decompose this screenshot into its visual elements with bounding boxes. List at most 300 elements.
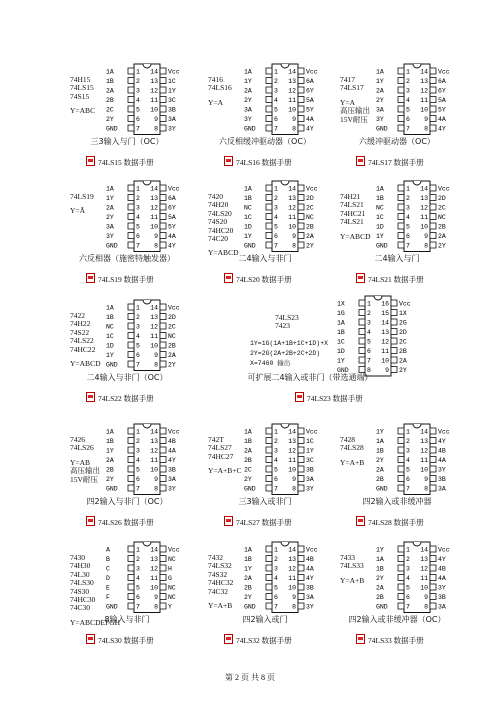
pin-pad: [160, 185, 166, 191]
pin-label: 4Y: [306, 125, 314, 133]
datasheet-link-text: 74LS23 数据手册: [307, 394, 363, 403]
pin-number: 1: [136, 546, 140, 554]
pin-number: 3: [136, 447, 140, 455]
pin-pad: [128, 584, 134, 590]
pin-number: 1: [274, 428, 278, 436]
pin-pad: [398, 447, 404, 453]
pin-label: 5A: [168, 213, 176, 221]
datasheet-link-text: 74LS19 数据手册: [98, 275, 154, 284]
pin-number: 5: [274, 466, 278, 474]
pin-label: 4A: [306, 565, 314, 573]
pin-label: 6Y: [168, 204, 176, 212]
datasheet-link-text: 74LS27 数据手册: [236, 518, 292, 527]
pin-label: NC: [168, 584, 176, 592]
pin-label: 1A: [376, 185, 384, 193]
pin-number: 14: [420, 68, 428, 76]
pin-number: 14: [150, 428, 158, 436]
ic-pinout: [374, 62, 464, 137]
pin-number: 3: [406, 87, 410, 95]
datasheet-link[interactable]: [86, 633, 154, 646]
pin-label: GND: [106, 603, 118, 611]
pin-pad: [298, 106, 304, 112]
pin-label: 2G: [399, 319, 407, 327]
ic-pinout: [242, 540, 332, 615]
pin-label: 1D: [376, 223, 384, 231]
pin-pad: [430, 233, 436, 239]
pin-pad: [391, 348, 397, 354]
pin-number: 11: [288, 574, 296, 582]
logic-function: Y=AB 高压输出 15V耐压: [70, 457, 100, 484]
pin-label: 2A: [106, 87, 114, 95]
pdf-icon: [356, 156, 365, 166]
pin-label: 1B: [244, 437, 252, 445]
pin-number: 8: [424, 242, 428, 250]
pin-pad: [298, 242, 304, 248]
pin-number: 5: [406, 106, 410, 114]
pin-number: 9: [154, 351, 158, 359]
pin-pad: [160, 214, 166, 220]
part-numbers: 74LS19: [70, 192, 94, 201]
pin-pad: [398, 78, 404, 84]
pin-label: 4A: [306, 115, 314, 123]
pin-number: 4: [274, 574, 278, 582]
pin-label: 2B: [376, 593, 384, 601]
pin-pad: [160, 204, 166, 210]
pin-label: 3Y: [306, 485, 314, 493]
pin-label: 3A: [168, 475, 176, 483]
pin-label: GND: [244, 485, 256, 493]
part-numbers: 7430 74H30 74L30 74LS30 74S30 74HC30 74C30: [70, 553, 96, 613]
pin-pad: [430, 223, 436, 229]
pin-label: 2B: [106, 466, 114, 474]
pin-number: 14: [150, 304, 158, 312]
pin-pad: [128, 323, 134, 329]
pin-number: 2: [136, 194, 140, 202]
pin-pad: [298, 116, 304, 122]
pin-label: 2A: [106, 456, 114, 464]
pin-label: 1C: [106, 332, 114, 340]
chip-caption: 四2输入或门: [242, 615, 288, 624]
pdf-icon: [86, 156, 95, 166]
pin-number: 12: [420, 87, 428, 95]
pin-pad: [430, 575, 436, 581]
chip-caption: 六缓冲驱动器（OC）: [359, 137, 435, 146]
pin-pad: [266, 68, 272, 74]
pin-number: 2: [136, 555, 140, 563]
pin-label: 2Y: [399, 366, 407, 374]
pin-pad: [128, 565, 134, 571]
pin-label: 2A: [244, 447, 252, 455]
pin-number: 4: [136, 96, 140, 104]
pin-pad: [430, 242, 436, 248]
pin-label: GND: [244, 125, 256, 133]
pin-label: 1Y: [106, 351, 114, 359]
part-numbers: 7428 74LS28: [340, 435, 364, 453]
pin-label: 1Y: [244, 565, 252, 573]
pin-label: 3Y: [306, 603, 314, 611]
pin-label: 1D: [337, 347, 345, 355]
pin-pad: [160, 565, 166, 571]
pin-pad: [391, 329, 397, 335]
pin-label: H: [168, 565, 172, 573]
pin-label: Vcc: [438, 428, 450, 436]
pin-number: 7: [136, 485, 140, 493]
pin-number: 5: [406, 584, 410, 592]
pin-number: 13: [288, 437, 296, 445]
pin-pad: [398, 476, 404, 482]
pin-number: 7: [367, 357, 371, 365]
pin-pad: [160, 466, 166, 472]
pin-label: 1A: [244, 428, 252, 436]
pin-number: 2: [136, 77, 140, 85]
pin-label: 1A: [106, 304, 114, 312]
pin-number: 2: [274, 194, 278, 202]
pin-number: 13: [420, 555, 428, 563]
pin-label: 2C: [106, 106, 114, 114]
pin-pad: [128, 457, 134, 463]
pin-number: 9: [292, 115, 296, 123]
part-numbers: 7416 74LS16: [208, 75, 232, 93]
pin-label: 1Y: [337, 357, 345, 365]
datasheet-link[interactable]: [224, 515, 292, 528]
datasheet-link[interactable]: [356, 272, 424, 285]
pin-number: 2: [136, 313, 140, 321]
pin-pad: [398, 584, 404, 590]
pin-label: 1B: [106, 437, 114, 445]
pin-number: 6: [406, 115, 410, 123]
pin-pad: [298, 223, 304, 229]
pin-label: 2B: [399, 347, 407, 355]
pin-label: C: [106, 565, 110, 573]
logic-function: Y=A+B: [340, 575, 365, 585]
pin-number: 12: [150, 87, 158, 95]
pin-pad: [391, 357, 397, 363]
pin-pad: [128, 233, 134, 239]
pin-number: 5: [136, 342, 140, 350]
datasheet-link[interactable]: [295, 391, 363, 404]
logic-function: Y=ABCD: [70, 359, 101, 368]
pin-pad: [398, 214, 404, 220]
pin-number: 13: [420, 77, 428, 85]
pin-pad: [398, 204, 404, 210]
pin-pad: [266, 476, 272, 482]
pin-label: 3A: [306, 593, 314, 601]
pin-number: 6: [136, 475, 140, 483]
pin-pad: [266, 106, 272, 112]
pin-label: 3A: [244, 106, 252, 114]
pin-number: 14: [150, 546, 158, 554]
datasheet-link-text: 74LS32 数据手册: [236, 636, 292, 645]
pin-number: 2: [406, 437, 410, 445]
pin-label: 3A: [106, 223, 114, 231]
pin-number: 8: [424, 125, 428, 133]
datasheet-link[interactable]: [224, 633, 292, 646]
pin-label: 4Y: [438, 125, 446, 133]
pin-pad: [298, 603, 304, 609]
chip-caption: 二4输入与非门: [238, 254, 292, 263]
pin-number: 11: [420, 96, 428, 104]
pin-label: 4A: [438, 115, 446, 123]
pin-pad: [298, 214, 304, 220]
pin-number: 6: [406, 232, 410, 240]
pin-pad: [266, 584, 272, 590]
pin-pad: [266, 195, 272, 201]
pin-pad: [430, 195, 436, 201]
pin-label: 2B: [244, 584, 252, 592]
pin-pad: [430, 457, 436, 463]
pin-pad: [160, 223, 166, 229]
chip-caption: 二4输入与门: [374, 254, 420, 263]
pin-label: 2Y: [376, 456, 384, 464]
pin-number: 1: [274, 185, 278, 193]
logic-function: Y=ABCDEFGH: [70, 617, 121, 627]
pin-label: 3B: [168, 466, 176, 474]
datasheet-link-text: 74LS20 数据手册: [236, 275, 292, 284]
pin-pad: [359, 357, 365, 363]
pin-number: 2: [406, 194, 410, 202]
pin-label: G: [168, 574, 172, 582]
pin-number: 6: [274, 593, 278, 601]
pin-pad: [430, 116, 436, 122]
pdf-icon: [224, 273, 233, 283]
pin-number: 7: [406, 485, 410, 493]
pin-number: 6: [274, 475, 278, 483]
pin-pad: [266, 214, 272, 220]
pin-label: NC: [306, 213, 314, 221]
pin-number: 8: [424, 603, 428, 611]
datasheet-link[interactable]: [86, 515, 154, 528]
ic-pinout: [374, 422, 464, 497]
pin-number: 14: [288, 428, 296, 436]
pin-label: 1C: [306, 437, 314, 445]
datasheet-link[interactable]: [356, 633, 424, 646]
pin-number: 11: [288, 456, 296, 464]
pin-pad: [359, 348, 365, 354]
pin-pad: [398, 438, 404, 444]
pin-number: 4: [406, 96, 410, 104]
datasheet-link[interactable]: [356, 155, 424, 168]
pin-pad: [298, 594, 304, 600]
part-numbers: 7417 74LS17: [340, 75, 364, 93]
pin-number: 8: [154, 485, 158, 493]
pin-number: 12: [150, 565, 158, 573]
pin-pad: [128, 438, 134, 444]
pin-label: 1B: [376, 194, 384, 202]
pin-pad: [128, 87, 134, 93]
pin-pad: [298, 428, 304, 434]
pin-number: 5: [274, 584, 278, 592]
pin-pad: [128, 575, 134, 581]
pin-pad: [359, 310, 365, 316]
pin-label: Vcc: [306, 68, 318, 76]
datasheet-link[interactable]: [224, 272, 292, 285]
pin-label: 2D: [306, 194, 314, 202]
pin-pad: [128, 304, 134, 310]
pin-label: 2Y: [244, 96, 252, 104]
pin-label: Vcc: [399, 300, 411, 308]
pdf-icon: [295, 392, 304, 402]
pin-pad: [160, 546, 166, 552]
pin-number: 8: [292, 485, 296, 493]
datasheet-link-text: 74LS15 数据手册: [98, 158, 154, 167]
pin-pad: [398, 466, 404, 472]
pin-number: 3: [406, 447, 410, 455]
pin-number: 3: [406, 565, 410, 573]
pin-label: 3A: [168, 115, 176, 123]
chip-caption: 六反相器（施密特触发器）: [79, 254, 175, 263]
datasheet-link-text: 74LS21 数据手册: [368, 275, 424, 284]
pin-pad: [398, 106, 404, 112]
pin-number: 8: [424, 485, 428, 493]
pin-number: 3: [136, 87, 140, 95]
logic-function: Y=Ā: [70, 206, 86, 216]
pin-number: 10: [150, 106, 158, 114]
pin-label: 2B: [106, 96, 114, 104]
pin-pad: [298, 204, 304, 210]
pin-number: 7: [136, 125, 140, 133]
pin-pad: [160, 594, 166, 600]
pin-number: 13: [150, 194, 158, 202]
pin-pad: [398, 97, 404, 103]
pin-label: 2A: [376, 87, 384, 95]
chip-caption: 六反相缓冲驱动器（OC）: [219, 137, 311, 146]
pin-pad: [430, 447, 436, 453]
pin-label: Vcc: [168, 546, 180, 554]
pin-label: 2B: [376, 475, 384, 483]
pin-pad: [398, 116, 404, 122]
pin-label: 1Y: [106, 447, 114, 455]
pin-label: Vcc: [438, 185, 450, 193]
logic-function: Y=A+B: [340, 457, 365, 467]
pin-number: 2: [274, 555, 278, 563]
ic-pinout: [242, 422, 332, 497]
pin-number: 11: [150, 213, 158, 221]
pin-pad: [298, 565, 304, 571]
pin-number: 4: [136, 332, 140, 340]
pin-pad: [160, 314, 166, 320]
pin-number: 10: [381, 357, 389, 365]
pin-pad: [266, 485, 272, 491]
pin-number: 10: [288, 223, 296, 231]
pdf-icon: [86, 392, 95, 402]
pin-number: 1: [274, 68, 278, 76]
chip-caption: 四2输入或非缓冲器: [362, 497, 432, 506]
pin-number: 4: [406, 213, 410, 221]
pin-number: 11: [420, 456, 428, 464]
pin-number: 7: [136, 242, 140, 250]
logic-function: Y=A 高压输出 15V耐压: [340, 97, 370, 124]
pin-number: 12: [288, 87, 296, 95]
pin-label: 3Y: [376, 115, 384, 123]
pin-label: 2C: [168, 323, 176, 331]
pin-number: 1: [406, 68, 410, 76]
pin-pad: [430, 466, 436, 472]
chip-caption: 二4输入与非门（OC）: [86, 373, 168, 382]
pin-label: 1A: [244, 68, 252, 76]
pin-label: 5Y: [438, 106, 446, 114]
pin-label: Y: [168, 603, 172, 611]
pin-number: 3: [274, 87, 278, 95]
pin-number: 14: [150, 68, 158, 76]
pin-number: 12: [420, 447, 428, 455]
pin-label: 2Y: [376, 574, 384, 582]
pin-pad: [128, 485, 134, 491]
part-numbers: 742T 74LS27 74HC27: [208, 435, 234, 461]
pin-number: 7: [136, 361, 140, 369]
pin-pad: [266, 603, 272, 609]
ic-pinout: [374, 179, 464, 254]
pin-number: 12: [150, 323, 158, 331]
datasheet-link[interactable]: [86, 391, 154, 404]
pin-label: 1A: [244, 546, 252, 554]
pin-label: 2D: [399, 328, 407, 336]
datasheet-link[interactable]: [86, 272, 154, 285]
pin-number: 5: [136, 584, 140, 592]
part-numbers: 74H21 74LS21 74HC21 74LS21: [340, 192, 366, 227]
chip-caption: 三3输入或非门: [238, 497, 292, 506]
pin-number: 12: [288, 447, 296, 455]
pin-number: 5: [274, 106, 278, 114]
pin-label: Vcc: [306, 428, 318, 436]
pin-number: 7: [274, 125, 278, 133]
datasheet-link[interactable]: [224, 155, 292, 168]
pin-label: 3Y: [168, 485, 176, 493]
pin-number: 9: [292, 593, 296, 601]
pin-pad: [266, 575, 272, 581]
pin-label: 1B: [244, 555, 252, 563]
pin-pad: [398, 233, 404, 239]
pin-pad: [160, 438, 166, 444]
datasheet-link[interactable]: [356, 515, 424, 528]
pin-number: 1: [274, 546, 278, 554]
pin-label: 1A: [376, 68, 384, 76]
pin-label: 1Y: [376, 232, 384, 240]
pin-pad: [359, 329, 365, 335]
pin-label: Vcc: [438, 68, 450, 76]
pin-number: 10: [150, 223, 158, 231]
pin-label: 3B: [168, 106, 176, 114]
pin-number: 14: [420, 546, 428, 554]
pin-pad: [128, 125, 134, 131]
pin-number: 4: [406, 456, 410, 464]
pin-label: 4Y: [438, 437, 446, 445]
pin-label: 1X: [399, 309, 407, 317]
pin-pad: [160, 603, 166, 609]
pin-number: 14: [150, 185, 158, 193]
page-footer: 第 2 页 共 8 页: [225, 673, 275, 682]
pin-pad: [160, 361, 166, 367]
pdf-icon: [86, 273, 95, 283]
pin-number: 9: [424, 475, 428, 483]
pin-label: 1A: [106, 185, 114, 193]
pin-number: 9: [424, 115, 428, 123]
pin-number: 11: [288, 96, 296, 104]
pin-number: 6: [136, 593, 140, 601]
pin-pad: [266, 447, 272, 453]
pin-pad: [430, 106, 436, 112]
pin-label: 4B: [438, 447, 446, 455]
logic-function: Y=ABCD: [340, 231, 371, 241]
pin-pad: [160, 304, 166, 310]
datasheet-link[interactable]: [86, 155, 154, 168]
pin-label: 5Y: [306, 106, 314, 114]
pin-pad: [128, 556, 134, 562]
pin-label: 6Y: [438, 87, 446, 95]
pin-label: 1Y: [306, 447, 314, 455]
pin-pad: [298, 485, 304, 491]
pin-number: 1: [406, 185, 410, 193]
pin-number: 8: [292, 242, 296, 250]
